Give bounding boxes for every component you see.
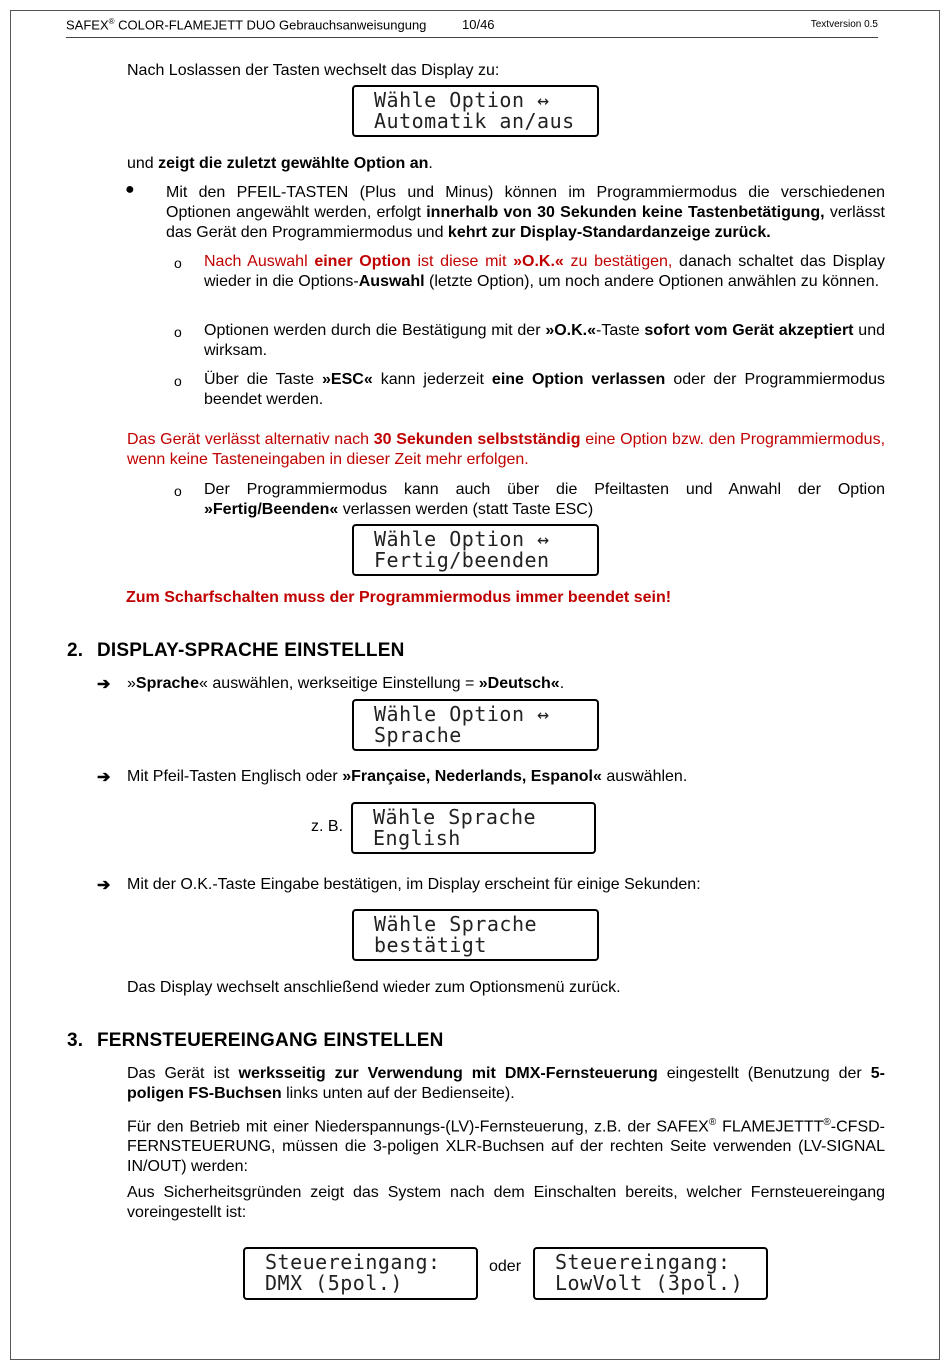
paragraph-last-option: und zeigt die zuletzt gewählte Option an. xyxy=(127,155,433,172)
warning-text: Zum Scharfschalten muss der Programmiermodus immer beendet sein! xyxy=(126,589,672,606)
lcd-display-sprache: Wähle Option ↔ Sprache xyxy=(352,699,599,751)
sub-bullet-icon: o xyxy=(174,373,182,389)
lcd-display-fertig: Wähle Option ↔ Fertig/beenden xyxy=(352,524,599,576)
example-label: z. B. xyxy=(311,818,344,835)
section-3-heading: 3. FERNSTEUEREINGANG EINSTELLEN xyxy=(67,1030,444,1051)
lcd-display-automatik: Wähle Option ↔ Automatik an/aus xyxy=(352,85,599,137)
lcd-display-lowvolt: Steuereingang: LowVolt (3pol.) xyxy=(533,1247,768,1300)
lcd-display-english: Wähle Sprache English xyxy=(351,802,596,854)
arrow-icon: ➔ xyxy=(97,676,111,693)
or-label: oder xyxy=(489,1258,522,1275)
header-title: SAFEX® COLOR-FLAMEJETT DUO Gebrauchsanweisungung xyxy=(66,17,427,33)
page-number: 10/46 xyxy=(462,17,495,32)
sub-bullet-icon: o xyxy=(174,324,182,340)
sub-bullet-icon: o xyxy=(174,255,182,271)
section-3-lv-paragraph: Für den Betrieb mit einer Niederspannungs-(LV)-Fernsteuerung, z.B. der SAFEX® FLAMEJETTT®-CFSD-FERNSTEUERUNG, müssen die 3-poligen XLR-Buchsen auf der rechten Seite verwenden (LV-SIGNAL IN/OUT) werden: xyxy=(127,1117,885,1176)
text-version: Textversion 0.5 xyxy=(810,19,878,30)
bullet-dot: ● xyxy=(125,181,135,198)
step-select-language: »Sprache« auswählen, werkseitige Einstellung = »Deutsch«. xyxy=(127,675,565,692)
step-choose-language: Mit Pfeil-Tasten Englisch oder »Française, Nederlands, Espanol« auswählen. xyxy=(127,768,688,785)
sub-esc: Über die Taste »ESC« kann jederzeit eine Option verlassen oder der Programmiermodus beendet werden. xyxy=(204,371,886,408)
section-2-heading: 2. DISPLAY-SPRACHE EINSTELLEN xyxy=(67,640,405,661)
sub-confirm-option: Nach Auswahl einer Option ist diese mit »O.K.« zu bestätigen, danach schaltet das Display wieder in die Options-Auswahl (letzte Option), um noch andere Optionen anwählen zu können. xyxy=(204,253,886,290)
arrow-icon: ➔ xyxy=(97,877,111,894)
sub-bullet-icon: o xyxy=(174,483,182,499)
bullet-arrow-keys: Mit den PFEIL-TASTEN (Plus und Minus) können im Programmiermodus die verschiedenen Optionen angewählt werden, erfolgt innerhalb von 30 Sekunden keine Tastenbetätigung, verlässt das Gerät den Programmiermodus und kehrt zur Display-Standardanzeige zurück. xyxy=(166,184,885,241)
lcd-display-dmx: Steuereingang: DMX (5pol.) xyxy=(243,1247,478,1300)
page-header xyxy=(66,17,878,38)
sub-finish: Der Programmiermodus kann auch über die Pfeiltasten und Anwahl der Option »Fertig/Beenden« verlassen werden (statt Taste ESC) xyxy=(204,481,885,518)
arrow-icon: ➔ xyxy=(97,769,111,786)
step-confirm: Mit der O.K.-Taste Eingabe bestätigen, im Display erscheint für einige Sekunden: xyxy=(127,876,701,893)
sub-accepted: Optionen werden durch die Bestätigung mit der »O.K.«-Taste sofort vom Gerät akzeptiert und wirksam. xyxy=(204,322,885,359)
section-3-safety-paragraph: Aus Sicherheitsgründen zeigt das System nach dem Einschalten bereits, welcher Fernsteuereingang voreingestellt ist: xyxy=(127,1184,885,1221)
intro-text: Nach Loslassen der Tasten wechselt das Display zu: xyxy=(127,62,500,79)
section-2-outro: Das Display wechselt anschließend wieder zum Optionsmenü zurück. xyxy=(127,979,621,996)
red-timeout-paragraph: Das Gerät verlässt alternativ nach 30 Sekunden selbstständig eine Option bzw. den Programmiermodus, wenn keine Tasteneingaben in dieser Zeit mehr erfolgen. xyxy=(127,431,886,468)
lcd-display-bestaetigt: Wähle Sprache bestätigt xyxy=(352,909,599,961)
section-3-dmx-paragraph: Das Gerät ist werksseitig zur Verwendung mit DMX-Fernsteuerung eingestellt (Benutzung der 5-poligen FS-Buchsen links unten auf der Bedienseite). xyxy=(127,1065,885,1102)
